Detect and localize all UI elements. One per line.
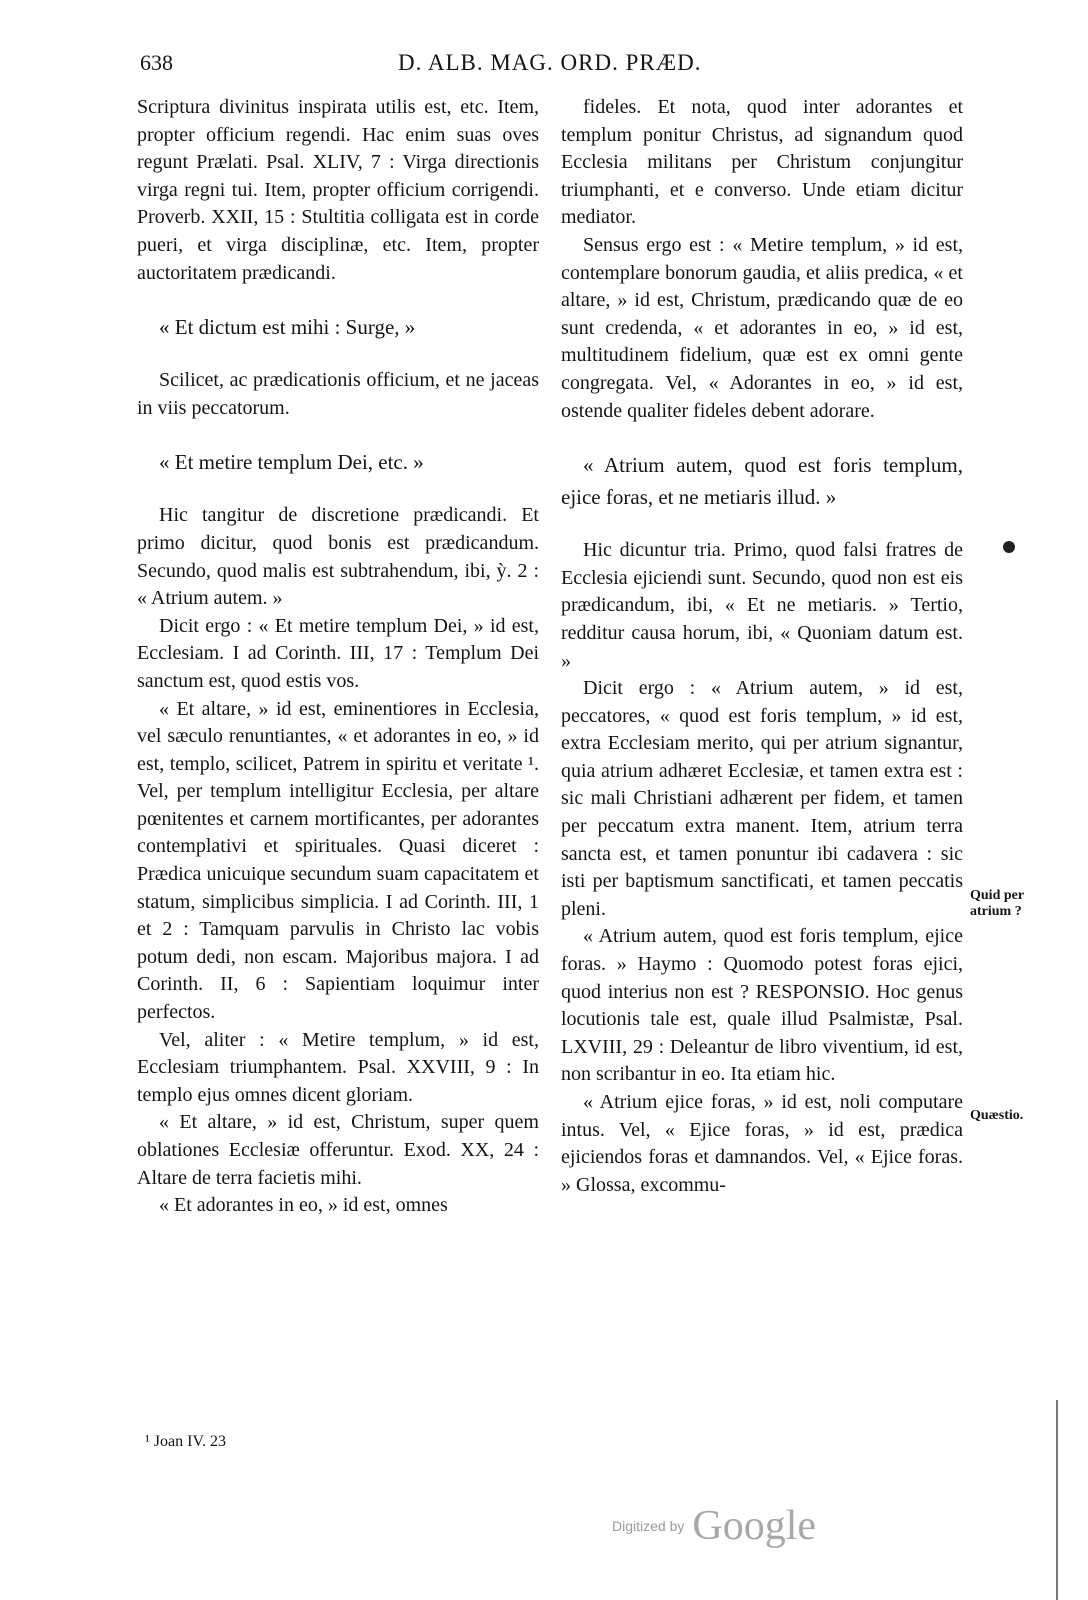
right-column (561, 94, 963, 1199)
paragraph: Hic tangitur de discretione prædicandi. Et primo dicitur, quod bonis est prædicandum. Secundo, quod malis est subtrahendum, ibi, ỳ. 2 : « Atrium autem. » (137, 504, 539, 610)
paragraph: Hic dicuntur tria. Primo, quod falsi fratres de Ecclesia ejiciendi sunt. Secundo, quod non est eis prædicandum, ibi, « Et ne metiaris. » Tertio, redditur causa horum, ibi, « Quoniam datum est. » (561, 539, 963, 672)
left-column (137, 94, 539, 1220)
margin-note-quaestio: Quæstio. (970, 1108, 1024, 1123)
paragraph: fideles. Et nota, quod inter adorantes et templum ponitur Christus, ad signandum quod Ecclesia militans per Christum conjungitur triumphanti, et e converso. Unde etiam dicitur mediator. (561, 96, 963, 229)
lemma-heading: « Et dictum est mihi : Surge, » (159, 315, 416, 340)
google-watermark (612, 1502, 816, 1550)
watermark-prefix: Digitized by (612, 1518, 685, 1534)
paragraph: Sensus ergo est : « Metire templum, » id est, contemplare bonorum gaudia, et aliis predica, « et altare, » id est, Christum, prædicando quæ de eo sunt credenda, « et adorantes in eo, » id est, multitudinem fidelium, quæ est ex omni gente congregata. Vel, « Adorantes in eo, » id est, ostende qualiter fideles debent adorare. (561, 233, 963, 422)
lemma-heading: « Atrium autem, quod est foris templum, ejice foras, et ne metiaris illud. » (561, 453, 963, 510)
paragraph: Dicit ergo : « Et metire templum Dei, » id est, Ecclesiam. I ad Corinth. III, 17 : Templum Dei sanctum est, quod estis vos. (137, 614, 539, 692)
paragraph: « Et adorantes in eo, » id est, omnes (159, 1194, 448, 1217)
ink-mark (1003, 541, 1015, 553)
paragraph: Vel, aliter : « Metire templum, » id est, Ecclesiam triumphantem. Psal. XXVIII, 9 : In templo ejus omnes dicent gloriam. (137, 1028, 539, 1106)
scan-edge-line (1056, 1400, 1058, 1600)
running-head: D. ALB. MAG. ORD. PRÆD. (398, 50, 702, 75)
paragraph: « Atrium ejice foras, » id est, noli computare intus. Vel, « Ejice foras, » id est, prædica ejiciendos foras et damnandos. Vel, « Ejice foras. » Glossa, excommu- (561, 1091, 963, 1196)
paragraph: « Et altare, » id est, eminentiores in Ecclesia, vel sæculo renuntiantes, « et adorantes in eo, » id est, templo, scilicet, Patrem in spiritu et veritate ¹. Vel, per templum intelligitur Ecclesia, per altare pœnitentes et carnem mortificantes, per adorantes contemplativi et spirituales. Quasi diceret : Prædica unicuique secundum suam capacitatem et statum, simplicibus simplicia. I ad Corinth. III, 1 et 2 : Tamquam parvulis in Christo lac vobis potum dedi, non escam. Majoribus majora. I ad Corinth. II, 6 : Sapientiam loquimur inter perfectos. (137, 697, 539, 1024)
lemma-heading: « Et metire templum Dei, etc. » (159, 450, 424, 475)
paragraph: « Atrium autem, quod est foris templum, ejice foras. » Haymo : Quomodo potest foras ejici, quod interius non est ? RESPONSIO. Hoc genus locutionis tale est, quale illud Psalmistæ, Psal. LXVIII, 29 : Deleantur de libro viventium, id est, non scribantur in eo. Ita etiam hic. (561, 925, 963, 1086)
paragraph: Dicit ergo : « Atrium autem, » id est, peccatores, « quod est foris templum, » id est, extra Ecclesiam merito, qui per atrium signantur, quia atrium adhæret Ecclesiæ, et tamen extra est : sic mali Christiani adhærent per fidem, et tamen per peccatum extra manent. Item, atrium terra sancta est, et tamen ponuntur ibi cadavera : sic isti per baptismum sanctificati, et tamen peccatis pleni. (561, 677, 963, 920)
paragraph: « Et altare, » id est, Christum, super quem oblationes Ecclesiæ offeruntur. Exod. XX, 24 : Altare de terra facietis mihi. (137, 1111, 539, 1189)
footnote: ¹ Joan IV. 23 (145, 1433, 226, 1450)
page-number: 638 (140, 50, 173, 75)
paragraph: Scilicet, ac prædicationis officium, et ne jaceas in viis peccatorum. (137, 369, 539, 419)
google-logo: Google (692, 1503, 817, 1549)
page-header (0, 50, 1088, 86)
paragraph: Scriptura divinitus inspirata utilis est, etc. Item, propter officium regendi. Hac enim suas oves regunt Prælati. Psal. XLIV, 7 : Virga directionis virga regni tui. Item, propter officium corrigendi. Proverb. XXII, 15 : Stultitia colligata est in corde pueri, et virga disciplinæ, etc. Item, propter auctoritatem prædicandi. (137, 96, 539, 284)
margin-note-atrium: Quid per atrium ? (970, 888, 1024, 919)
